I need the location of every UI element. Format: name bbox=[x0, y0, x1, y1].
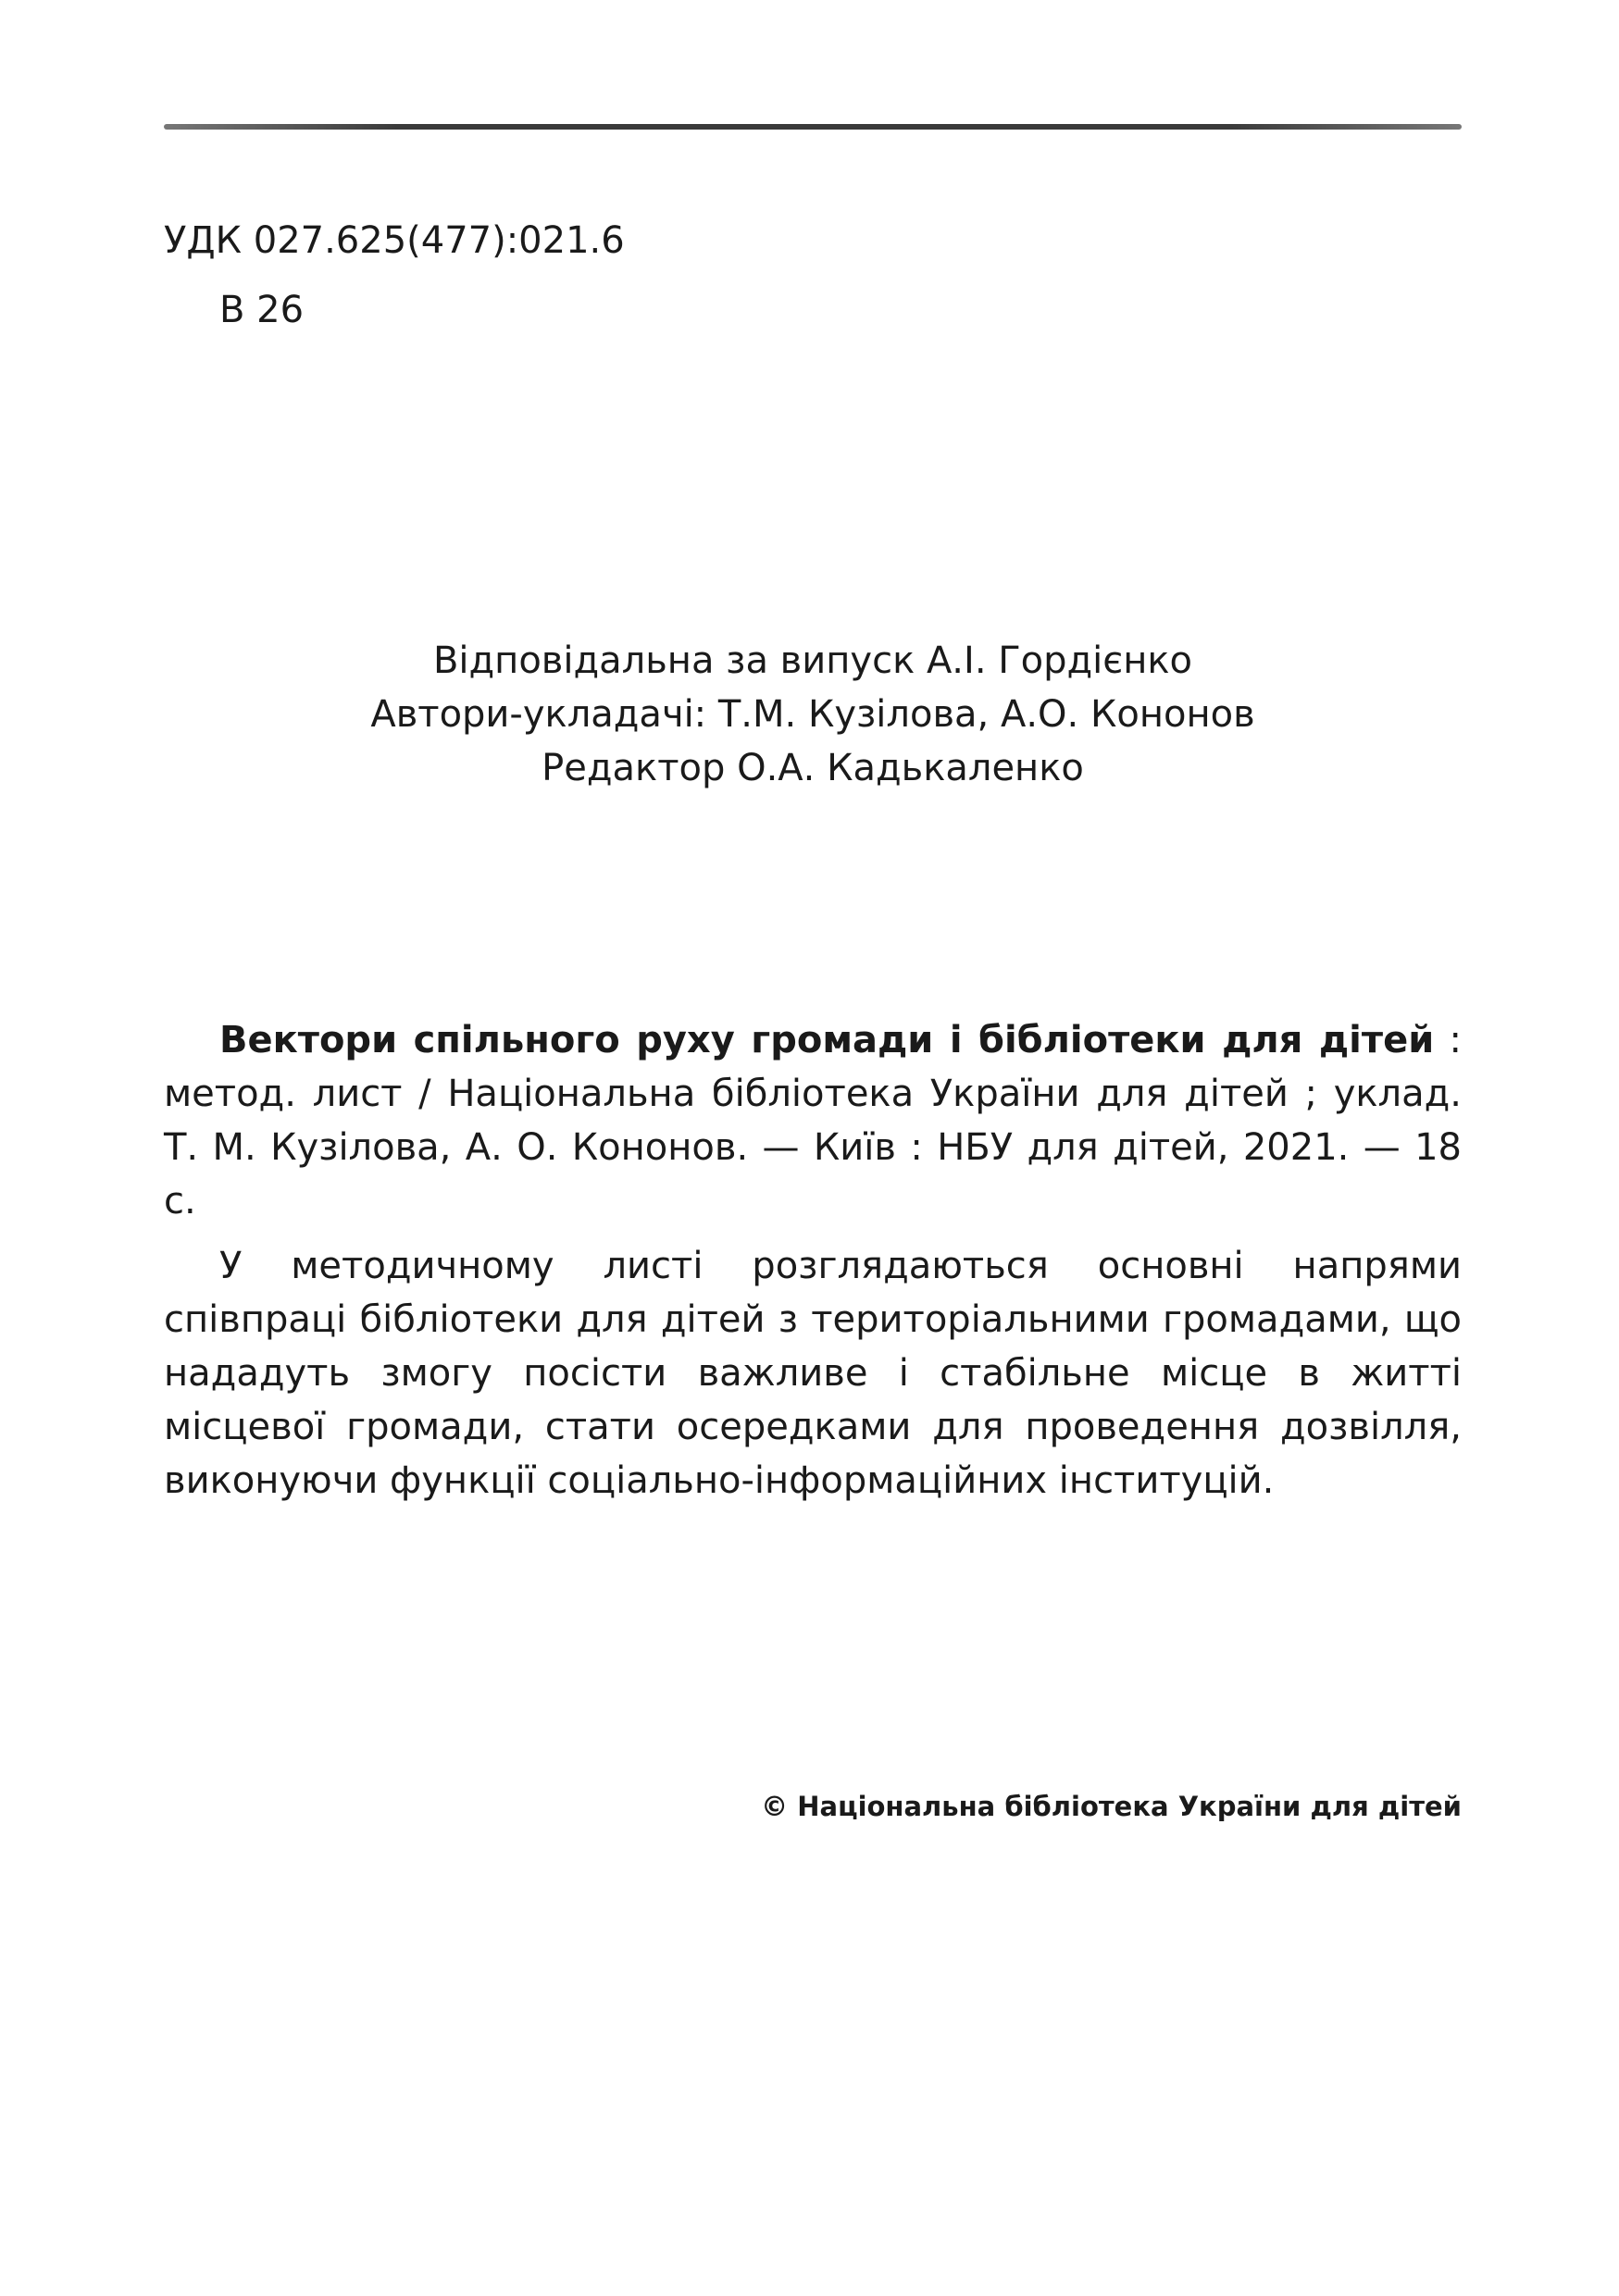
editor: Редактор О.А. Кадькаленко bbox=[542, 747, 1084, 789]
book-title: Вектори спільного руху громади і бібліотеки для дітей bbox=[219, 1019, 1435, 1061]
abstract: У методичному листі розглядаються основні напрями співпраці бібліотеки для дітей з територіальними громадами, що нададуть змогу посісти важливе і стабільне місце в житті місцевої громади, стати осередками для проведення дозвілля, виконуючи функції соціально-інформаційних інституцій. bbox=[164, 1245, 1462, 1502]
responsible-editor: Відповідальна за випуск А.І. Гордієнко bbox=[432, 639, 1193, 682]
copyright-notice: © Національна бібліотека України для дітей bbox=[761, 1791, 1462, 1822]
bibliographic-record bbox=[164, 1013, 1462, 1228]
shelf-mark: В 26 bbox=[219, 289, 305, 331]
authors-compilers: Автори-укладачі: Т.М. Кузілова, А.О. Кононов bbox=[370, 693, 1255, 736]
credits-block bbox=[164, 634, 1462, 795]
udk-code: УДК 027.625(477):021.6 bbox=[164, 219, 625, 262]
bibliographic-details: : метод. лист / Національна бібліотека України для дітей ; уклад. Т. М. Кузілова, А. О. Кононов. — Київ : НБУ для дітей, 2021. — 18 с. bbox=[164, 1019, 1462, 1222]
top-rule bbox=[164, 124, 1462, 130]
